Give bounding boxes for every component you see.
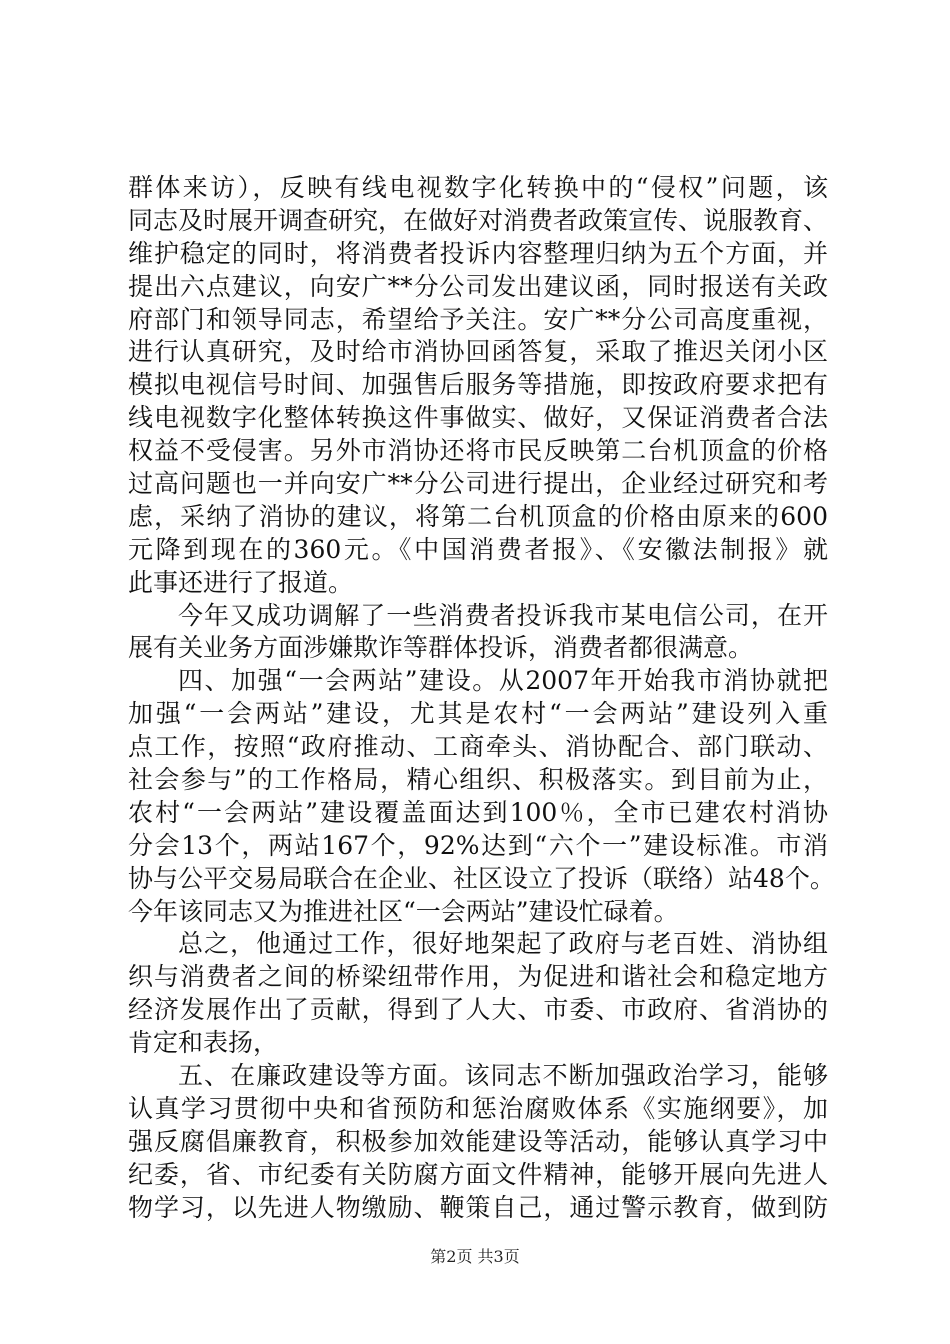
page-footer	[0, 1244, 950, 1267]
text-line: 社会参与”的工作格局，精心组织、积极落实。到目前为止，	[128, 765, 828, 795]
document-body	[128, 172, 835, 1225]
text-line: 虑，采纳了消协的建议，将第二台机顶盒的价格由原来的600	[128, 501, 828, 531]
text-line: 线电视数字化整体转换这件事做实、做好，又保证消费者合法	[128, 403, 828, 433]
text-line: 同志及时展开调查研究，在做好对消费者政策宣传、说服教育、	[128, 205, 829, 235]
text-line: 五、在廉政建设等方面。该同志不断加强政治学习，能够	[178, 1061, 828, 1091]
text-line: 总之，他通过工作，很好地架起了政府与老百姓、消协组	[178, 929, 828, 959]
text-line: 府部门和领导同志，希望给予关注。安广**分公司高度重视，	[128, 304, 828, 334]
text-line: 进行认真研究，及时给市消协回函答复，采取了推迟关闭小区	[128, 337, 828, 367]
text-line: 肯定和表扬，	[128, 1028, 279, 1058]
text-line: 经济发展作出了贡献，得到了人大、市委、市政府、省消协的	[128, 995, 828, 1025]
text-line: 加强“一会两站”建设，尤其是农村“一会两站”建设列入重	[128, 699, 828, 729]
text-line: 元降到现在的360元。《中国消费者报》、《安徽法制报》就	[128, 534, 828, 564]
text-line: 过高问题也一并向安广**分公司进行提出，企业经过研究和考	[128, 469, 828, 499]
text-line: 提出六点建议，向安广**分公司发出建议函，同时报送有关政	[128, 271, 828, 301]
text-line: 四、加强“一会两站”建设。从2007年开始我市消协就把	[178, 666, 828, 696]
text-line: 模拟电视信号时间、加强售后服务等措施，即按政府要求把有	[128, 370, 828, 400]
text-line: 今年又成功调解了一些消费者投诉我市某电信公司，在开	[178, 600, 828, 630]
text-line: 纪委，省、市纪委有关防腐方面文件精神，能够开展向先进人	[128, 1159, 828, 1189]
text-line: 协与公平交易局联合在企业、社区设立了投诉（联络）站48个。	[128, 863, 835, 893]
text-line: 强反腐倡廉教育，积极参加效能建设等活动，能够认真学习中	[128, 1126, 828, 1156]
text-line: 点工作，按照“政府推动、工商牵头、消协配合、部门联动、	[128, 732, 828, 762]
text-line: 农村“一会两站”建设覆盖面达到100％，全市已建农村消协	[128, 797, 828, 827]
text-line: 织与消费者之间的桥梁纽带作用，为促进和谐社会和稳定地方	[128, 962, 828, 992]
text-line: 分会13个，两站167个，92%达到“六个一”建设标准。市消	[128, 830, 828, 860]
text-line: 权益不受侵害。另外市消协还将市民反映第二台机顶盒的价格	[128, 436, 828, 466]
text-line: 今年该同志又为推进社区“一会两站”建设忙碌着。	[128, 896, 679, 926]
text-line: 群体来访），反映有线电视数字化转换中的“侵权”问题，该	[128, 173, 828, 202]
text-line: 认真学习贯彻中央和省预防和惩治腐败体系《实施纲要》，加	[128, 1093, 828, 1123]
text-line: 物学习，以先进人物缴励、鞭策自己，通过警示教育，做到防	[128, 1192, 828, 1222]
text-line: 此事还进行了报道。	[128, 567, 354, 597]
page-number-label: 第2页 共3页	[430, 1247, 520, 1266]
text-line: 维护稳定的同时，将消费者投诉内容整理归纳为五个方面，并	[128, 238, 828, 268]
text-line: 展有关业务方面涉嫌欺诈等群体投诉，消费者都很满意。	[128, 633, 754, 663]
